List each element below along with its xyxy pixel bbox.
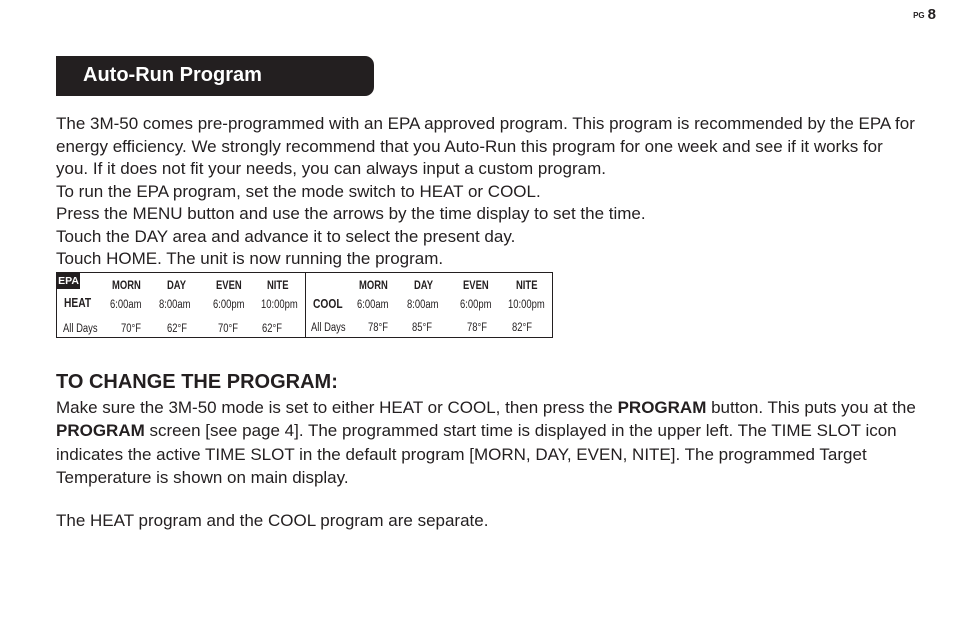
epa-badge: EPA	[58, 275, 79, 287]
heat-mode-label: HEAT	[64, 296, 92, 310]
intro-step-mode: To run the EPA program, set the mode switch to HEAT or COOL.	[56, 181, 541, 201]
heat-time-even: 6:00pm	[213, 299, 245, 311]
section-title: Auto-Run Program	[83, 64, 262, 86]
cool-period-morn: MORN	[359, 280, 388, 292]
intro-step-home: Touch HOME. The unit is now running the program.	[56, 249, 444, 268]
cool-temp-morn: 78°F	[368, 322, 389, 334]
cool-period-nite: NITE	[516, 280, 538, 292]
program-keyword-1: PROGRAM	[617, 398, 707, 417]
epa-program-table	[56, 272, 553, 338]
heat-period-day: DAY	[167, 280, 187, 292]
cool-temp-even: 78°F	[467, 322, 488, 334]
heat-time-morn: 6:00am	[110, 299, 142, 311]
heat-days: All Days	[63, 323, 98, 335]
heat-temp-day: 62°F	[167, 323, 188, 335]
change-text-part-2: button. This puts you at the	[706, 398, 916, 417]
heat-temp-even: 70°F	[218, 323, 239, 335]
heat-period-nite: NITE	[267, 280, 289, 292]
heat-period-even: EVEN	[216, 280, 242, 292]
cool-time-nite: 10:00pm	[508, 299, 545, 311]
intro-step-time: Press the MENU button and use the arrows by the time display to set the time.	[56, 204, 646, 223]
heat-temp-morn: 70°F	[121, 323, 142, 335]
cool-time-day: 8:00am	[407, 299, 439, 311]
cool-time-morn: 6:00am	[357, 299, 389, 311]
cool-period-even: EVEN	[463, 280, 489, 292]
cool-temp-day: 85°F	[412, 322, 433, 334]
section-title-bar	[56, 56, 374, 96]
heat-time-day: 8:00am	[159, 299, 191, 311]
program-keyword-2: PROGRAM	[56, 421, 145, 441]
change-text-part-1: Make sure the 3M-50 mode is set to either HEAT or COOL, then press the	[56, 398, 618, 417]
intro-paragraph: The 3M-50 comes pre-programmed with an EPA approved program. This program is recommended by the EPA for energy efficiency. We strongly recommend that you Auto-Run this program for one week and see if it works for you. If it does not fit your needs, you can always input a custom program.	[56, 114, 915, 178]
heat-period-morn: MORN	[112, 280, 141, 292]
cool-days: All Days	[311, 322, 346, 334]
separate-programs-note: The HEAT program and the COOL program are separate.	[56, 511, 489, 530]
change-text-part-3: screen [see page 4]. The programmed start time is displayed in the upper left. The TIME SLOT icon indicates the active TIME SLOT in the default program [MORN, DAY, EVEN, NITE]. The programmed Target Temperature is shown on main display.	[56, 421, 897, 487]
heat-temp-nite: 62°F	[262, 323, 283, 335]
cool-time-even: 6:00pm	[460, 299, 492, 311]
table-divider	[305, 273, 306, 337]
page-prefix: PG	[913, 11, 925, 20]
change-program-heading: TO CHANGE THE PROGRAM:	[56, 371, 338, 393]
intro-text	[56, 113, 916, 271]
page-number-value: 8	[927, 6, 936, 23]
intro-step-day: Touch the DAY area and advance it to select the present day.	[56, 226, 516, 246]
page-number	[913, 6, 936, 23]
heat-time-nite: 10:00pm	[261, 299, 298, 311]
cool-period-day: DAY	[414, 280, 434, 292]
cool-temp-nite: 82°F	[512, 322, 533, 334]
cool-mode-label: COOL	[313, 297, 343, 311]
change-program-text	[56, 396, 916, 489]
